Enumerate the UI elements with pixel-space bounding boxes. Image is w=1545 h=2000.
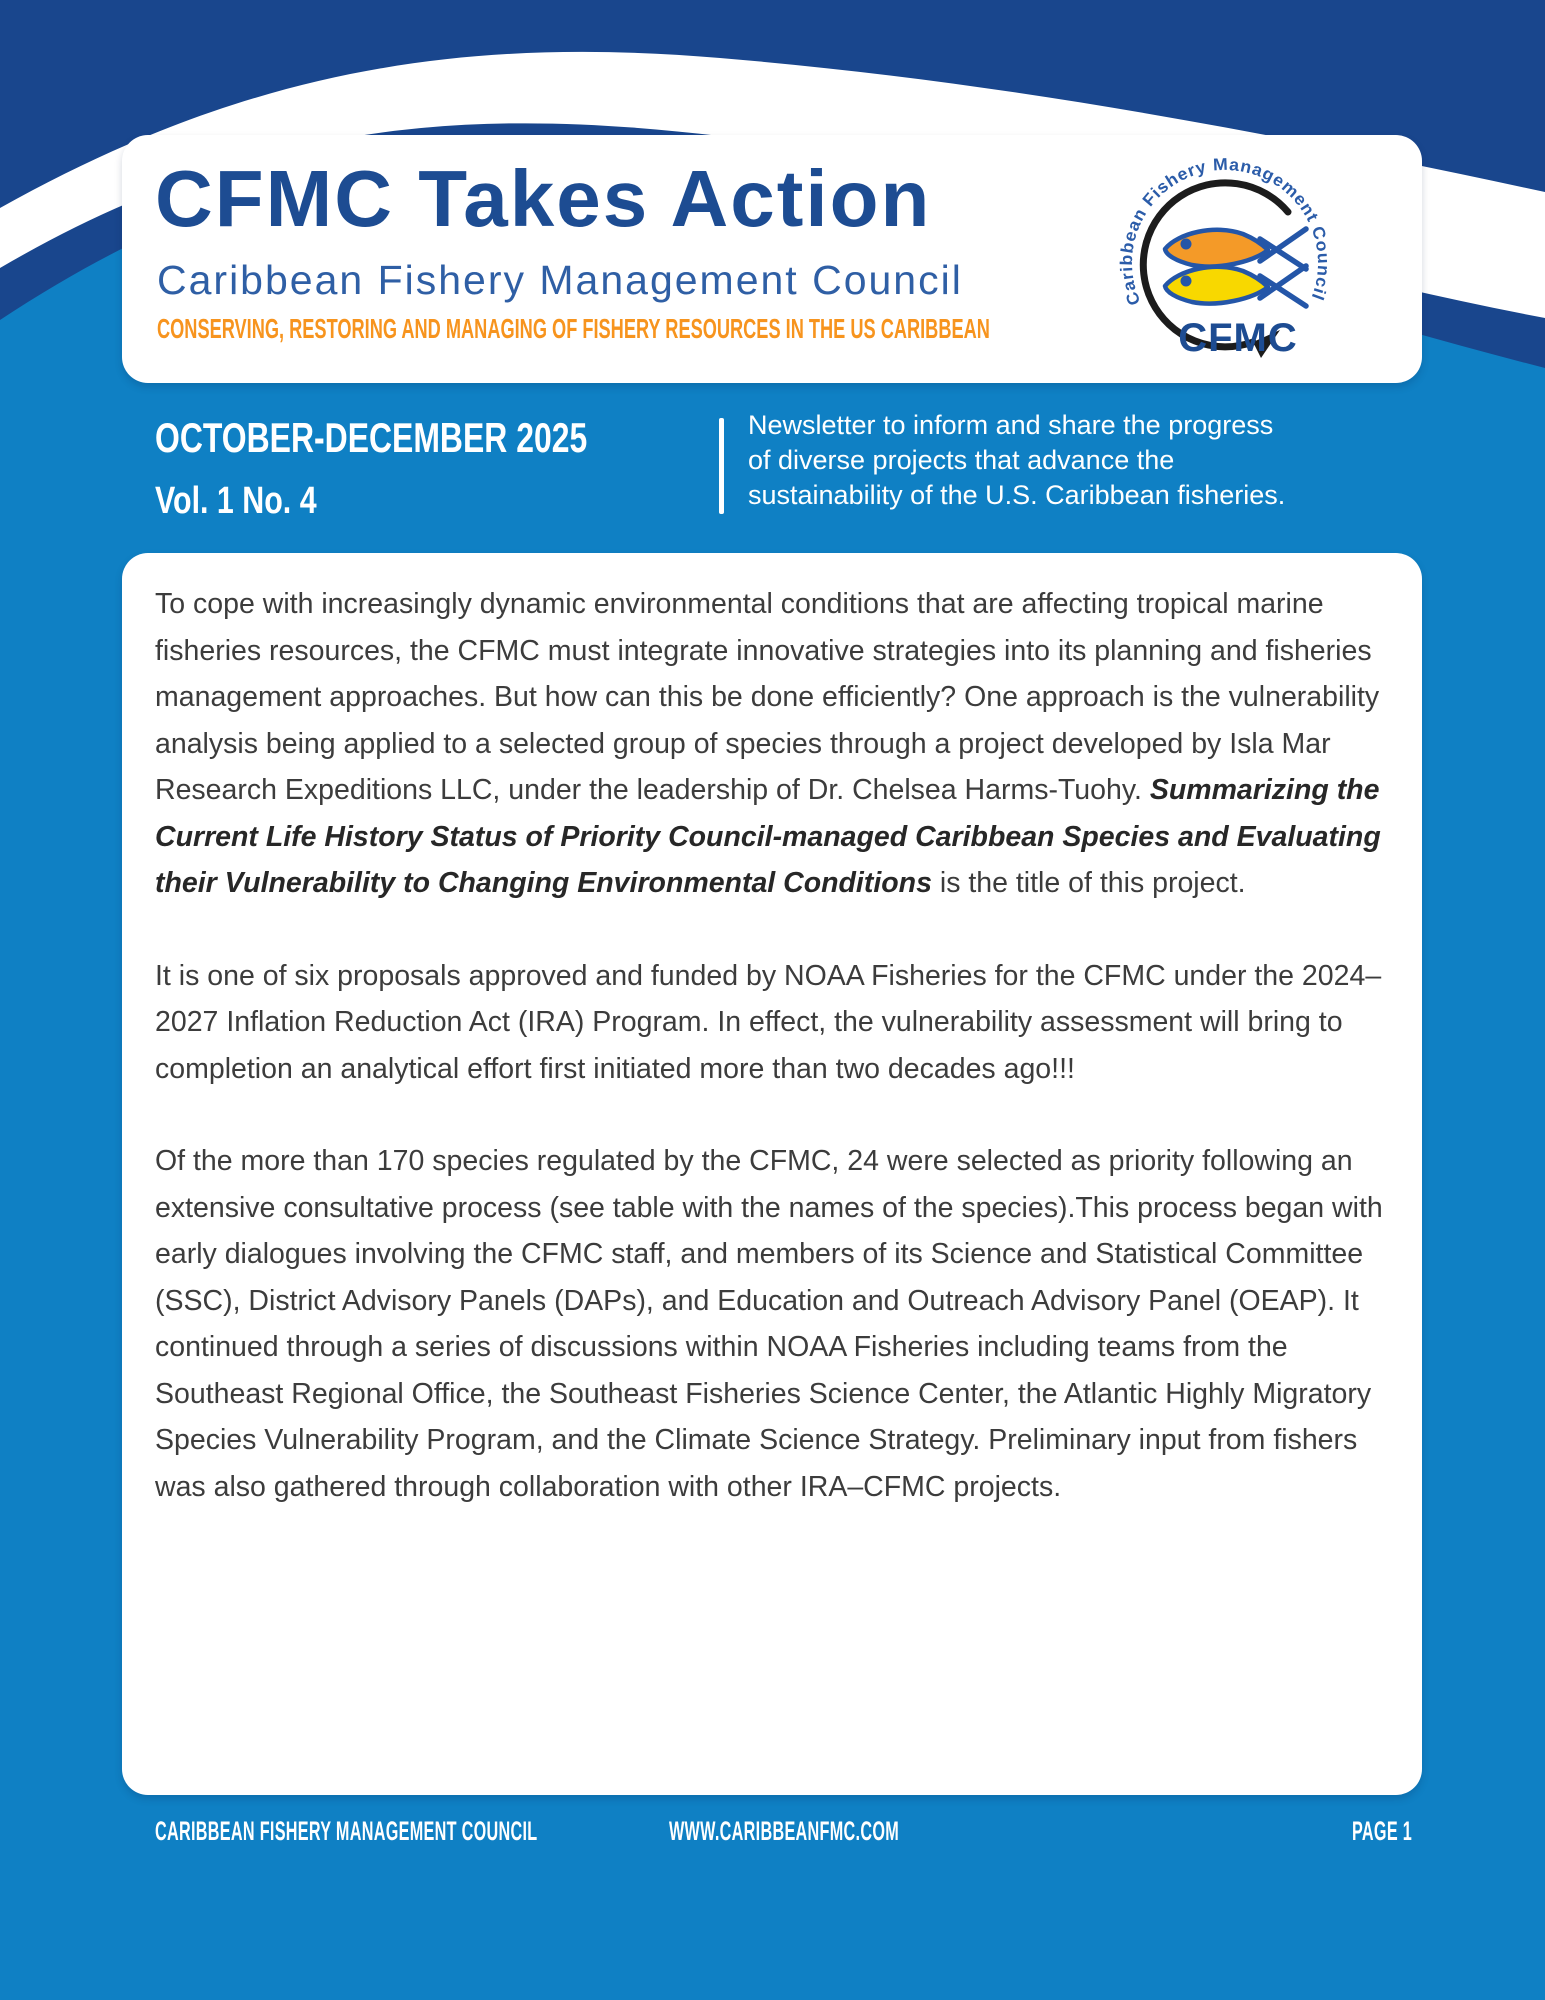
page-subtitle: Caribbean Fishery Management Council [157,257,963,303]
issue-date: OCTOBER-DECEMBER 2025 [155,414,588,461]
footer-page-number: PAGE 1 [1351,1816,1412,1846]
page-footer [155,1816,1412,1850]
issue-divider [719,418,724,514]
article-paragraph-2: It is one of six proposals approved and funded by NOAA Fisheries for the CFMC under the 2024–2027 Inflation Reduction Act (IRA) Program. In effect, the vulnerability assessment will bring to completion an analytical effort first initiated more than two decades ago!!! [155,959,1382,1085]
cfmc-logo [1110,143,1340,375]
page-tagline: CONSERVING, RESTORING AND MANAGING OF FISHERY RESOURCES IN THE US CARIBBEAN [157,313,990,344]
logo-ring-text: Caribbean Fishery Management Council [1116,154,1334,308]
paragraph-1-project-title: Summarizing the Current Life History Status of Priority Council-managed Caribbean Species and Evaluating their Vulnerability to Changing Environmental Conditions [155,774,1381,899]
page-title: CFMC Takes Action [155,154,932,243]
fish-icon-orange [1165,229,1306,269]
header-card [122,135,1422,383]
paragraph-1-end: is the title of this project. [931,867,1246,899]
paragraph-1-start: To cope with increasingly dynamic environmental conditions that are affecting tropical marine fisheries resources, the CFMC must integrate innovative strategies into its planning and fisheries management approaches. But how can this be done efficiently? One approach is the vulnerability analysis being applied to a selected group of species through a project developed by Isla Mar Research Expeditions LLC, under the leadership of Dr. Chelsea Harms-Tuohy. [155,588,1380,806]
issue-volume: Vol. 1 No. 4 [155,480,317,522]
article-body [155,581,1402,1510]
footer-website[interactable]: WWW.CARIBBEANFMC.COM [668,1816,899,1846]
fish-icon-yellow [1165,266,1306,306]
issue-description: Newsletter to inform and share the progress of diverse projects that advance the sustainability of the U.S. Caribbean fisheries. [748,410,1286,510]
issue-row [0,402,1545,542]
footer-organization: CARIBBEAN FISHERY MANAGEMENT COUNCIL [155,1816,538,1846]
article-paragraph-1 [155,581,1402,907]
article-paragraph-3: Of the more than 170 species regulated by the CFMC, 24 were selected as priority following an extensive consultative process (see table with the names of the species).This process began with early dialogues involving the CFMC staff, and members of its Science and Statistical Committee (SSC), District Advisory Panels (DAPs), and Education and Outreach Advisory Panel (OEAP). It continued through a series of discussions within NOAA Fisheries including teams from the Southeast Regional Office, the Southeast Fisheries Science Center, the Atlantic Highly Migratory Species Vulnerability Program, and the Climate Science Strategy. Preliminary input from fishers was also gathered through collaboration with other IRA–CFMC projects. [155,1145,1383,1503]
article-card [122,553,1422,1795]
logo-acronym: CFMC [1178,316,1298,360]
